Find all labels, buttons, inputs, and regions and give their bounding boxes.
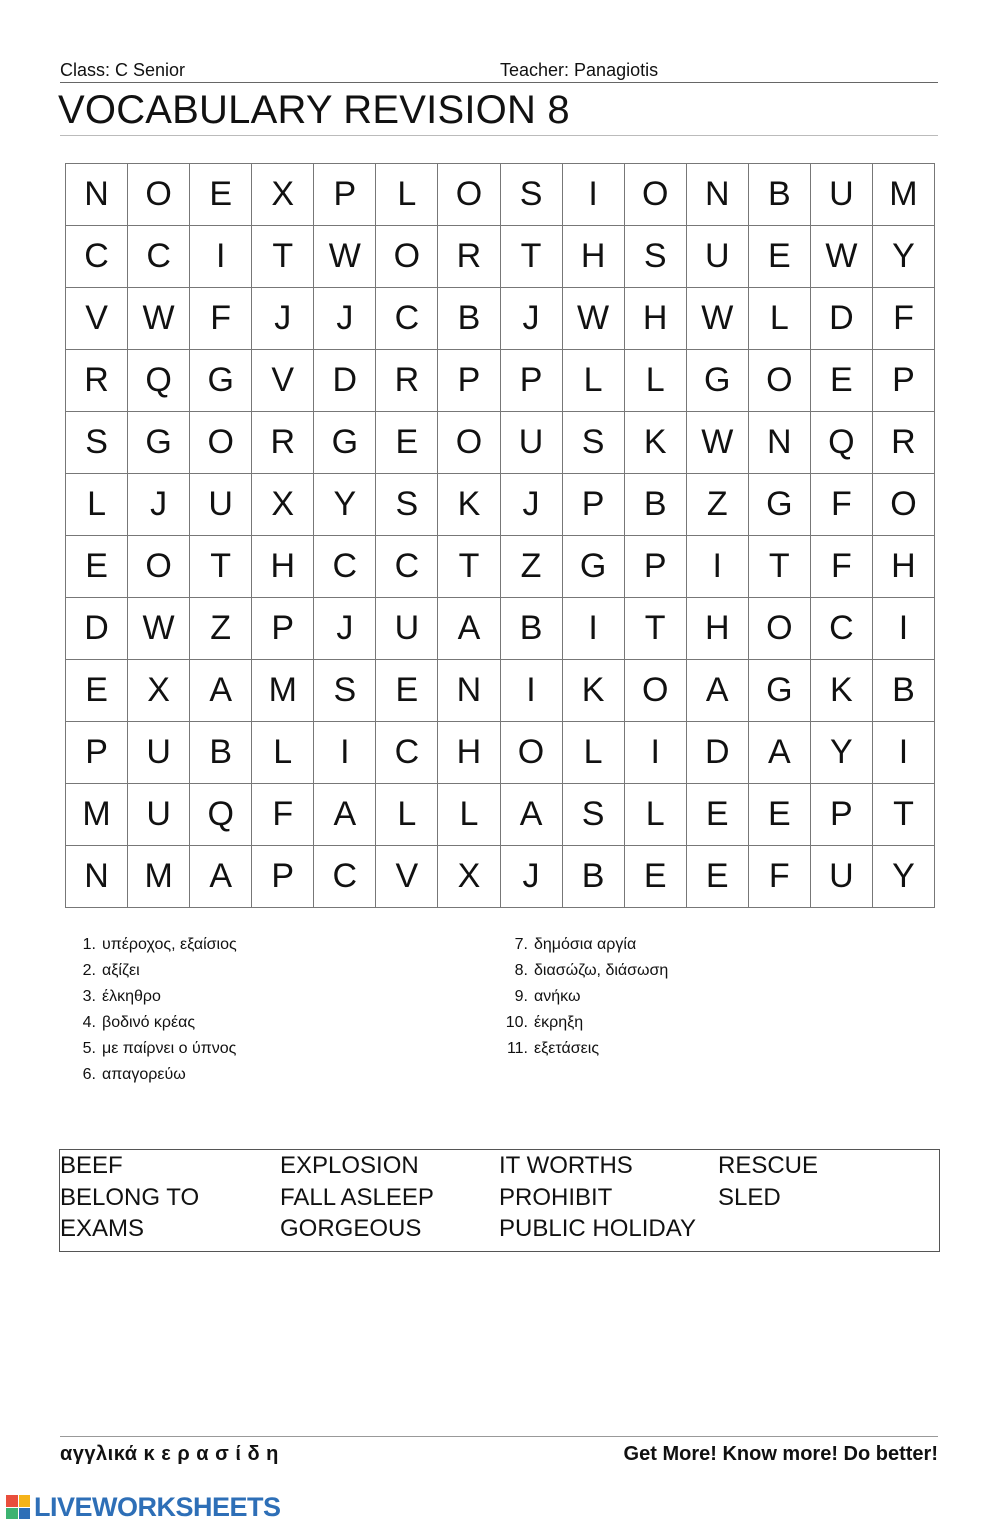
grid-cell[interactable]: E: [376, 660, 438, 722]
header-row: [60, 58, 938, 83]
grid-cell[interactable]: P: [563, 474, 625, 536]
footer-slogan: Get More! Know more! Do better!: [623, 1443, 938, 1465]
grid-cell[interactable]: R: [66, 350, 128, 412]
grid-cell[interactable]: D: [687, 722, 749, 784]
clue-text: δημόσια αργία: [534, 936, 637, 953]
grid-cell[interactable]: U: [501, 412, 563, 474]
grid-cell[interactable]: I: [873, 598, 935, 660]
grid-cell[interactable]: C: [128, 226, 190, 288]
grid-cell[interactable]: T: [501, 226, 563, 288]
grid-cell[interactable]: L: [438, 784, 500, 846]
grid-cell[interactable]: J: [252, 288, 314, 350]
grid-cell[interactable]: R: [376, 350, 438, 412]
word-bank-item: EXAMS: [60, 1215, 145, 1242]
grid-cell[interactable]: A: [501, 784, 563, 846]
grid-cell[interactable]: W: [314, 226, 376, 288]
grid-cell[interactable]: F: [252, 784, 314, 846]
grid-cell[interactable]: X: [128, 660, 190, 722]
grid-cell[interactable]: E: [749, 226, 811, 288]
grid-cell[interactable]: O: [438, 164, 500, 226]
grid-cell[interactable]: P: [501, 350, 563, 412]
logo-square: [6, 1508, 18, 1520]
grid-cell[interactable]: Y: [873, 226, 935, 288]
grid-cell[interactable]: O: [190, 412, 252, 474]
grid-cell[interactable]: F: [811, 536, 873, 598]
word-bank: [59, 1149, 940, 1252]
grid-cell[interactable]: C: [811, 598, 873, 660]
grid-cell[interactable]: F: [873, 288, 935, 350]
word-bank-item: BELONG TO: [60, 1184, 200, 1211]
grid-cell[interactable]: U: [687, 226, 749, 288]
grid-cell[interactable]: Y: [314, 474, 376, 536]
grid-cell[interactable]: Q: [811, 412, 873, 474]
grid-cell[interactable]: T: [873, 784, 935, 846]
grid-cell[interactable]: E: [749, 784, 811, 846]
logo-square: [6, 1495, 18, 1507]
clue-text: υπέροχος, εξαίσιος: [102, 936, 237, 953]
grid-cell[interactable]: U: [128, 784, 190, 846]
grid-cell[interactable]: A: [314, 784, 376, 846]
grid-cell[interactable]: B: [749, 164, 811, 226]
grid-cell[interactable]: W: [128, 288, 190, 350]
grid-cell[interactable]: Z: [501, 536, 563, 598]
clue-text: ανήκω: [534, 988, 581, 1005]
grid-cell[interactable]: U: [376, 598, 438, 660]
grid-cell[interactable]: C: [376, 288, 438, 350]
grid-cell[interactable]: O: [749, 598, 811, 660]
grid-cell[interactable]: L: [625, 784, 687, 846]
grid-cell[interactable]: E: [625, 846, 687, 908]
grid-cell[interactable]: X: [438, 846, 500, 908]
grid-cell[interactable]: L: [376, 164, 438, 226]
clue-list-left: [68, 935, 237, 1091]
grid-cell[interactable]: K: [563, 660, 625, 722]
grid-cell[interactable]: J: [314, 598, 376, 660]
grid-cell[interactable]: T: [625, 598, 687, 660]
grid-cell[interactable]: W: [687, 412, 749, 474]
grid-cell[interactable]: A: [190, 846, 252, 908]
grid-cell[interactable]: W: [687, 288, 749, 350]
word-bank-item: BEEF: [60, 1152, 123, 1179]
clue-number: 10.: [505, 1014, 528, 1031]
grid-cell[interactable]: I: [190, 226, 252, 288]
grid-cell[interactable]: M: [66, 784, 128, 846]
grid-cell[interactable]: S: [314, 660, 376, 722]
grid-cell[interactable]: H: [252, 536, 314, 598]
grid-cell[interactable]: A: [687, 660, 749, 722]
word-search-grid[interactable]: [65, 163, 935, 908]
footer-author: αγγλικά κ ε ρ α σ ί δ η: [60, 1443, 279, 1465]
grid-cell[interactable]: L: [625, 350, 687, 412]
grid-cell[interactable]: O: [501, 722, 563, 784]
clue-number: 11.: [506, 1040, 528, 1057]
class-label: Class: C Senior: [60, 60, 186, 80]
grid-cell[interactable]: K: [438, 474, 500, 536]
grid-cell[interactable]: R: [438, 226, 500, 288]
grid-cell[interactable]: O: [438, 412, 500, 474]
clue-text: απαγορεύω: [102, 1066, 186, 1083]
clue-text: με παίρνει ο ύπνος: [102, 1040, 237, 1057]
logo-square: [19, 1508, 31, 1520]
grid-cell[interactable]: D: [66, 598, 128, 660]
grid-cell[interactable]: O: [376, 226, 438, 288]
grid-cell[interactable]: F: [749, 846, 811, 908]
grid-cell[interactable]: N: [438, 660, 500, 722]
logo-square: [19, 1495, 31, 1507]
clue-item: [500, 961, 668, 987]
grid-cell[interactable]: N: [749, 412, 811, 474]
grid-cell[interactable]: G: [314, 412, 376, 474]
grid-cell[interactable]: P: [811, 784, 873, 846]
grid-cell[interactable]: G: [563, 536, 625, 598]
grid-cell[interactable]: U: [811, 164, 873, 226]
clue-number: 1.: [82, 936, 96, 953]
grid-cell[interactable]: H: [563, 226, 625, 288]
grid-cell[interactable]: F: [811, 474, 873, 536]
grid-cell[interactable]: C: [376, 536, 438, 598]
clue-number: 3.: [82, 988, 96, 1005]
word-bank-item: RESCUE: [718, 1152, 819, 1179]
grid-cell[interactable]: M: [252, 660, 314, 722]
clue-item: [68, 1039, 237, 1065]
clue-text: αξίζει: [102, 962, 140, 979]
clue-item: [68, 935, 237, 961]
grid-cell[interactable]: O: [128, 536, 190, 598]
grid-cell[interactable]: I: [625, 722, 687, 784]
grid-cell[interactable]: T: [749, 536, 811, 598]
page-title: VOCABULARY REVISION 8: [58, 88, 570, 132]
grid-cell[interactable]: P: [252, 846, 314, 908]
word-bank-item: GORGEOUS: [280, 1215, 422, 1242]
grid-cell[interactable]: P: [625, 536, 687, 598]
grid-cell[interactable]: U: [811, 846, 873, 908]
grid-cell[interactable]: S: [563, 784, 625, 846]
grid-cell[interactable]: E: [687, 784, 749, 846]
title-divider: [60, 135, 938, 136]
grid-cell[interactable]: G: [190, 350, 252, 412]
grid-cell[interactable]: O: [625, 164, 687, 226]
grid-cell[interactable]: Z: [687, 474, 749, 536]
grid-cell[interactable]: S: [563, 412, 625, 474]
grid-cell[interactable]: A: [438, 598, 500, 660]
grid-cell[interactable]: E: [66, 536, 128, 598]
grid-cell[interactable]: T: [252, 226, 314, 288]
grid-cell[interactable]: D: [811, 288, 873, 350]
grid-cell[interactable]: C: [314, 846, 376, 908]
grid-cell[interactable]: V: [66, 288, 128, 350]
grid-cell[interactable]: F: [190, 288, 252, 350]
grid-cell[interactable]: J: [501, 474, 563, 536]
liveworksheets-logo-text: LIVEWORKSHEETS: [34, 1491, 281, 1522]
footer-divider: [60, 1436, 938, 1437]
grid-cell[interactable]: C: [314, 536, 376, 598]
grid-cell[interactable]: N: [687, 164, 749, 226]
teacher-label: Teacher: Panagiotis: [500, 60, 659, 80]
word-bank-item: SLED: [718, 1184, 781, 1211]
clue-item: [68, 1065, 237, 1091]
grid-cell[interactable]: M: [873, 164, 935, 226]
word-bank-item: FALL ASLEEP: [280, 1184, 434, 1211]
grid-cell[interactable]: P: [314, 164, 376, 226]
liveworksheets-logo[interactable]: [6, 1492, 281, 1522]
clue-number: 5.: [82, 1040, 96, 1057]
grid-cell[interactable]: L: [563, 350, 625, 412]
word-bank-item: EXPLOSION: [280, 1152, 419, 1179]
grid-cell[interactable]: W: [128, 598, 190, 660]
grid-cell[interactable]: S: [376, 474, 438, 536]
grid-cell[interactable]: B: [625, 474, 687, 536]
grid-cell[interactable]: L: [66, 474, 128, 536]
grid-cell[interactable]: U: [128, 722, 190, 784]
grid-cell[interactable]: J: [501, 288, 563, 350]
grid-cell[interactable]: K: [625, 412, 687, 474]
clue-item: [68, 987, 237, 1013]
grid-cell[interactable]: I: [563, 598, 625, 660]
grid-cell[interactable]: X: [252, 164, 314, 226]
grid-cell[interactable]: E: [811, 350, 873, 412]
clue-text: εξετάσεις: [534, 1040, 600, 1057]
grid-cell[interactable]: H: [687, 598, 749, 660]
grid-cell[interactable]: E: [190, 164, 252, 226]
grid-cell[interactable]: K: [811, 660, 873, 722]
grid-cell[interactable]: L: [749, 288, 811, 350]
grid-cell[interactable]: P: [873, 350, 935, 412]
clue-number: 6.: [82, 1066, 96, 1083]
grid-cell[interactable]: U: [190, 474, 252, 536]
grid-cell[interactable]: W: [563, 288, 625, 350]
word-bank-item: PUBLIC HOLIDAY: [499, 1215, 696, 1242]
grid-cell[interactable]: S: [66, 412, 128, 474]
clue-item: [68, 1013, 237, 1039]
grid-cell[interactable]: D: [314, 350, 376, 412]
grid-cell[interactable]: E: [687, 846, 749, 908]
clue-item: [500, 987, 668, 1013]
grid-cell[interactable]: V: [252, 350, 314, 412]
grid-cell[interactable]: A: [190, 660, 252, 722]
grid-cell[interactable]: O: [873, 474, 935, 536]
clue-text: έκρηξη: [534, 1014, 584, 1031]
grid-cell[interactable]: Y: [873, 846, 935, 908]
grid-cell[interactable]: O: [128, 164, 190, 226]
grid-cell[interactable]: B: [501, 598, 563, 660]
grid-cell[interactable]: C: [66, 226, 128, 288]
grid-cell[interactable]: H: [873, 536, 935, 598]
liveworksheets-logo-icon: [6, 1495, 30, 1519]
clue-number: 8.: [514, 962, 528, 979]
clue-number: 7.: [514, 936, 528, 953]
grid-cell[interactable]: Q: [190, 784, 252, 846]
grid-cell[interactable]: B: [873, 660, 935, 722]
grid-cell[interactable]: O: [625, 660, 687, 722]
clue-item: [500, 1013, 668, 1039]
grid-cell[interactable]: J: [501, 846, 563, 908]
grid-cell[interactable]: I: [873, 722, 935, 784]
grid-cell[interactable]: E: [376, 412, 438, 474]
grid-cell[interactable]: I: [687, 536, 749, 598]
grid-cell[interactable]: T: [438, 536, 500, 598]
grid-cell[interactable]: N: [66, 164, 128, 226]
clue-text: βοδινό κρέας: [102, 1014, 196, 1031]
grid-cell[interactable]: J: [128, 474, 190, 536]
grid-cell[interactable]: M: [128, 846, 190, 908]
clue-item: [500, 1039, 668, 1065]
word-bank-item: IT WORTHS: [499, 1152, 633, 1179]
clue-number: 2.: [82, 962, 96, 979]
grid-cell[interactable]: V: [376, 846, 438, 908]
grid-cell[interactable]: E: [66, 660, 128, 722]
grid-cell[interactable]: O: [749, 350, 811, 412]
grid-cell[interactable]: T: [190, 536, 252, 598]
grid-cell[interactable]: A: [749, 722, 811, 784]
grid-cell[interactable]: X: [252, 474, 314, 536]
grid-cell[interactable]: H: [625, 288, 687, 350]
clue-item: [68, 961, 237, 987]
grid-cell[interactable]: G: [749, 474, 811, 536]
grid-cell[interactable]: Z: [190, 598, 252, 660]
word-bank-item: PROHIBIT: [499, 1184, 613, 1211]
grid-cell[interactable]: P: [252, 598, 314, 660]
grid-cell[interactable]: H: [438, 722, 500, 784]
grid-cell[interactable]: L: [252, 722, 314, 784]
grid-cell[interactable]: C: [376, 722, 438, 784]
grid-cell[interactable]: G: [749, 660, 811, 722]
grid-cell[interactable]: G: [128, 412, 190, 474]
grid-cell[interactable]: R: [873, 412, 935, 474]
grid-cell[interactable]: P: [66, 722, 128, 784]
grid-cell[interactable]: B: [190, 722, 252, 784]
clue-number: 4.: [82, 1014, 96, 1031]
grid-cell[interactable]: G: [687, 350, 749, 412]
clue-item: [500, 935, 668, 961]
clue-number: 9.: [514, 988, 528, 1005]
grid-cell[interactable]: I: [314, 722, 376, 784]
grid-cell[interactable]: B: [563, 846, 625, 908]
grid-cell[interactable]: Y: [811, 722, 873, 784]
grid-cell[interactable]: P: [438, 350, 500, 412]
grid-cell[interactable]: N: [66, 846, 128, 908]
clue-text: διασώζω, διάσωση: [534, 962, 669, 979]
grid-cell[interactable]: I: [501, 660, 563, 722]
grid-cell[interactable]: L: [563, 722, 625, 784]
clue-text: έλκηθρο: [102, 988, 161, 1005]
grid-cell[interactable]: W: [811, 226, 873, 288]
grid-cell[interactable]: S: [625, 226, 687, 288]
grid-cell[interactable]: B: [438, 288, 500, 350]
grid-cell[interactable]: J: [314, 288, 376, 350]
clue-list-right: [500, 935, 668, 1065]
grid-cell[interactable]: S: [501, 164, 563, 226]
grid-cell[interactable]: Q: [128, 350, 190, 412]
grid-cell[interactable]: R: [252, 412, 314, 474]
grid-cell[interactable]: L: [376, 784, 438, 846]
grid-cell[interactable]: I: [563, 164, 625, 226]
